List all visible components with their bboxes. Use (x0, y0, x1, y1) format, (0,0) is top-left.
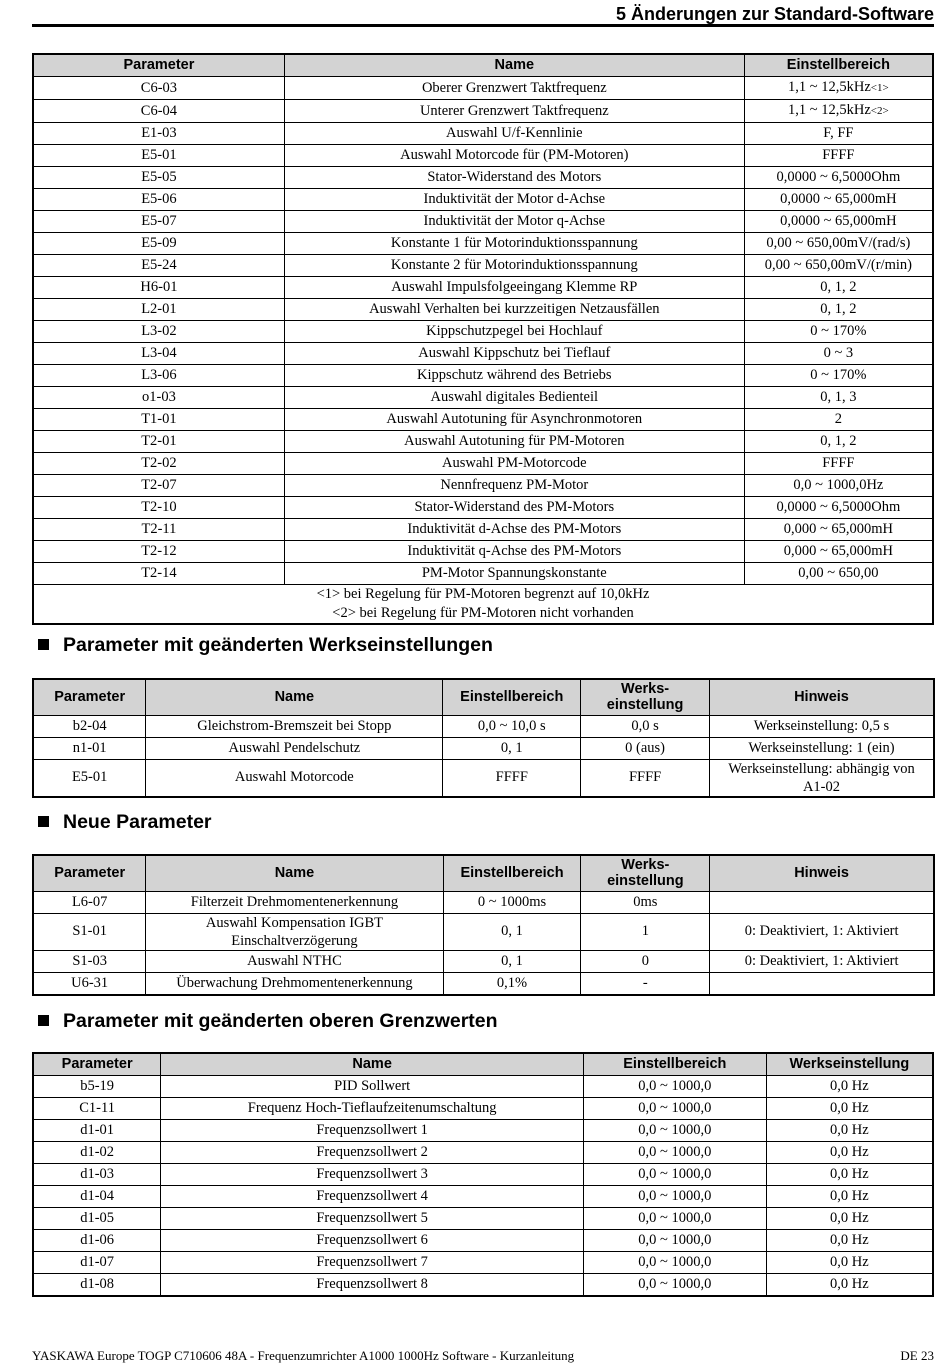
parameter-name: Induktivität der Motor d-Achse (284, 189, 744, 211)
table-row (33, 211, 933, 233)
parameter-code: E5-24 (33, 255, 284, 277)
range-value: 0,000 ~ 65,000mH (783, 543, 894, 559)
setting-range: 0, 1 (443, 950, 581, 972)
parameter-name: Frequenzsollwert 8 (161, 1274, 584, 1297)
parameter-code: L2-01 (33, 299, 284, 321)
default-value: 0,0 Hz (766, 1098, 933, 1120)
note (710, 891, 934, 913)
parameter-code: L3-02 (33, 321, 284, 343)
default-value: 0,0 Hz (766, 1208, 933, 1230)
default-value: 0,0 Hz (766, 1230, 933, 1252)
table-header-row (33, 1053, 933, 1076)
parameter-name: Frequenzsollwert 5 (161, 1208, 584, 1230)
parameter-code: d1-04 (33, 1186, 161, 1208)
setting-range (744, 189, 933, 211)
range-value: 0,000 ~ 65,000mH (783, 521, 894, 537)
table-row (33, 1098, 933, 1120)
default-value: 0,0 Hz (766, 1186, 933, 1208)
parameter-name: Auswahl Pendelschutz (146, 737, 443, 759)
setting-range (744, 409, 933, 431)
changed-defaults-table (32, 678, 935, 798)
setting-range: 0, 1 (443, 913, 581, 950)
setting-range: 0,0 ~ 1000,0 (584, 1208, 767, 1230)
default-value: 0,0 Hz (766, 1164, 933, 1186)
table-row (33, 299, 933, 321)
square-bullet-icon (38, 1015, 49, 1026)
section-title: Parameter mit geänderten oberen Grenzwerten (63, 1010, 498, 1032)
col-header-name: Name (146, 855, 443, 891)
setting-range: 0 ~ 1000ms (443, 891, 581, 913)
setting-range: 0,0 ~ 1000,0 (584, 1142, 767, 1164)
footnote-2: <2> bei Regelung für PM-Motoren nicht vorhanden (332, 605, 634, 621)
parameter-name: Stator-Widerstand des Motors (284, 167, 744, 189)
setting-range: 0, 1 (443, 737, 581, 759)
section-title: Parameter mit geänderten Werkseinstellungen (63, 634, 493, 656)
range-value: 0, 1, 2 (820, 433, 857, 449)
setting-range (744, 541, 933, 563)
table-header-row (33, 679, 934, 715)
parameter-name: Auswahl Autotuning für Asynchronmotoren (284, 409, 744, 431)
table-row (33, 737, 934, 759)
note: 0: Deaktiviert, 1: Aktiviert (710, 913, 934, 950)
note-line: A1-02 (802, 778, 841, 795)
parameter-name: PM-Motor Spannungskonstante (284, 563, 744, 585)
setting-range: 0,0 ~ 1000,0 (584, 1120, 767, 1142)
parameter-name: Kippschutzpegel bei Hochlauf (284, 321, 744, 343)
table-row (33, 145, 933, 167)
parameter-code: T2-12 (33, 541, 284, 563)
table-row (33, 475, 933, 497)
parameter-range-table (32, 53, 934, 625)
table-row (33, 1230, 933, 1252)
default-value: 0,0 Hz (766, 1120, 933, 1142)
section-heading-changed-defaults (38, 633, 493, 657)
setting-range (744, 563, 933, 585)
parameter-name: Induktivität der Motor q-Achse (284, 211, 744, 233)
default-value: 0ms (581, 891, 710, 913)
setting-range (744, 100, 933, 123)
table-row (33, 189, 933, 211)
parameter-name: Oberer Grenzwert Taktfrequenz (284, 77, 744, 100)
default-value: FFFF (581, 759, 710, 797)
parameter-code: d1-02 (33, 1142, 161, 1164)
setting-range (744, 255, 933, 277)
parameter-code: n1-01 (33, 737, 146, 759)
default-value: 0,0 Hz (766, 1274, 933, 1297)
parameter-name: Frequenzsollwert 1 (161, 1120, 584, 1142)
table-footnote-row (33, 585, 933, 625)
note (710, 972, 934, 995)
setting-range (744, 233, 933, 255)
range-value: F, FF (823, 125, 854, 141)
col-header-range: Einstellbereich (744, 54, 933, 77)
parameter-code: d1-08 (33, 1274, 161, 1297)
name-line: Filterzeit Drehmomentenerkennung (190, 893, 399, 910)
parameter-code: T2-11 (33, 519, 284, 541)
table-header-row (33, 54, 933, 77)
col-header-parameter: Parameter (33, 1053, 161, 1076)
name-line: Auswahl Kompensation IGBT (205, 914, 384, 931)
setting-range (744, 343, 933, 365)
note: 0: Deaktiviert, 1: Aktiviert (710, 950, 934, 972)
parameter-name: Auswahl Autotuning für PM-Motoren (284, 431, 744, 453)
setting-range (744, 453, 933, 475)
table-row (33, 167, 933, 189)
new-parameters-table (32, 854, 935, 996)
parameter-code: E5-01 (33, 145, 284, 167)
parameter-code: d1-06 (33, 1230, 161, 1252)
setting-range (744, 321, 933, 343)
footnote-ref: <2> (870, 105, 889, 117)
table-row (33, 913, 934, 950)
parameter-name (146, 972, 443, 995)
range-value: 0, 1, 2 (820, 279, 857, 295)
note (709, 715, 934, 737)
parameter-code: d1-01 (33, 1120, 161, 1142)
table-row (33, 277, 933, 299)
table-row (33, 255, 933, 277)
default-value: 1 (581, 913, 710, 950)
table-row (33, 100, 933, 123)
parameter-code: d1-03 (33, 1164, 161, 1186)
range-value: 0,0000 ~ 6,5000Ohm (776, 169, 901, 185)
table-row (33, 387, 933, 409)
range-value: 2 (834, 411, 842, 427)
col-header-note: Hinweis (709, 679, 934, 715)
range-value: 0,0 ~ 1000,0Hz (793, 477, 884, 493)
table-row (33, 1274, 933, 1297)
square-bullet-icon (38, 639, 49, 650)
footer-document-title: YASKAWA Europe TOGP C710606 48A - Frequenzumrichter A1000 1000Hz Software - Kurzanleitung (32, 1348, 575, 1363)
parameter-code: T2-07 (33, 475, 284, 497)
section-title: Neue Parameter (63, 811, 212, 833)
parameter-name: Frequenzsollwert 7 (161, 1252, 584, 1274)
page-header (32, 4, 934, 27)
parameter-name: Stator-Widerstand des PM-Motors (284, 497, 744, 519)
setting-range (744, 123, 933, 145)
parameter-code: T1-01 (33, 409, 284, 431)
parameter-name: Auswahl Verhalten bei kurzzeitigen Netzausfällen (284, 299, 744, 321)
col-header-name: Name (146, 679, 443, 715)
col-header-parameter: Parameter (33, 679, 146, 715)
parameter-code: d1-07 (33, 1252, 161, 1274)
parameter-code: o1-03 (33, 387, 284, 409)
col-header-parameter: Parameter (33, 855, 146, 891)
parameter-code: H6-01 (33, 277, 284, 299)
parameter-name: Frequenzsollwert 2 (161, 1142, 584, 1164)
parameter-name: Frequenzsollwert 3 (161, 1164, 584, 1186)
name-line: Einschaltverzögerung (231, 932, 358, 949)
parameter-code: E1-03 (33, 123, 284, 145)
table-row (33, 497, 933, 519)
section-heading-upper-limits (38, 1009, 498, 1033)
table-row (33, 453, 933, 475)
square-bullet-icon (38, 816, 49, 827)
footnote-1: <1> bei Regelung für PM-Motoren begrenzt auf 10,0kHz (316, 586, 650, 602)
parameter-name: Auswahl U/f-Kennlinie (284, 123, 744, 145)
setting-range (744, 387, 933, 409)
range-value: 0,00 ~ 650,00mV/(rad/s) (766, 235, 911, 251)
note (709, 737, 934, 759)
parameter-name: Auswahl digitales Bedienteil (284, 387, 744, 409)
name-line: Auswahl NTHC (247, 952, 342, 969)
parameter-code: E5-07 (33, 211, 284, 233)
range-value: 0,0000 ~ 65,000mH (780, 213, 897, 229)
table-row (33, 1076, 933, 1098)
parameter-code: C1-11 (33, 1098, 161, 1120)
parameter-code: C6-04 (33, 100, 284, 123)
table-row (33, 1164, 933, 1186)
note-line: Werkseinstellung: abhängig von (728, 760, 915, 777)
col-header-range: Einstellbereich (443, 679, 581, 715)
parameter-name: Auswahl Impulsfolgeeingang Klemme RP (284, 277, 744, 299)
table-row (33, 1142, 933, 1164)
table-row (33, 972, 934, 995)
table-row (33, 1120, 933, 1142)
range-value: 0 ~ 3 (823, 345, 854, 361)
parameter-code: C6-03 (33, 77, 284, 100)
table-row (33, 715, 934, 737)
table-row (33, 365, 933, 387)
upper-limits-table (32, 1052, 934, 1297)
table-row (33, 77, 933, 100)
parameter-name: Frequenzsollwert 4 (161, 1186, 584, 1208)
default-value: 0,0 s (581, 715, 710, 737)
setting-range: 0,0 ~ 1000,0 (584, 1252, 767, 1274)
name-line: Überwachung Drehmomentenerkennung (176, 974, 413, 991)
parameter-name (146, 913, 443, 950)
range-value: 0 ~ 170% (810, 367, 867, 383)
parameter-code: T2-14 (33, 563, 284, 585)
note-line: Werkseinstellung: 1 (ein) (748, 739, 895, 756)
chapter-title: 5 Änderungen zur Standard-Software (615, 4, 934, 24)
table-row (33, 541, 933, 563)
setting-range: 0,1% (443, 972, 581, 995)
range-value: 1,1 ~ 12,5kHz (788, 102, 871, 118)
range-value: 1,1 ~ 12,5kHz (788, 79, 871, 95)
table-row (33, 431, 933, 453)
table-row (33, 321, 933, 343)
setting-range (744, 211, 933, 233)
parameter-name: Auswahl Motorcode für (PM-Motoren) (284, 145, 744, 167)
note-line: Werkseinstellung: 0,5 s (753, 717, 890, 734)
table-row (33, 563, 933, 585)
parameter-name: Kippschutz während des Betriebs (284, 365, 744, 387)
col-header-range: Einstellbereich (584, 1053, 767, 1076)
setting-range (744, 277, 933, 299)
parameter-code: S1-03 (33, 950, 146, 972)
table-row (33, 233, 933, 255)
footnote-ref: <1> (870, 82, 889, 94)
range-value: 0,00 ~ 650,00mV/(r/min) (764, 257, 912, 273)
default-value: 0,0 Hz (766, 1142, 933, 1164)
setting-range (744, 77, 933, 100)
table-row (33, 1186, 933, 1208)
default-value: 0,0 Hz (766, 1076, 933, 1098)
range-value: 0,0000 ~ 6,5000Ohm (776, 499, 901, 515)
col-header-name: Name (161, 1053, 584, 1076)
setting-range (744, 475, 933, 497)
parameter-code: E5-01 (33, 759, 146, 797)
parameter-code: E5-09 (33, 233, 284, 255)
setting-range: 0,0 ~ 1000,0 (584, 1164, 767, 1186)
parameter-name: Nennfrequenz PM-Motor (284, 475, 744, 497)
parameter-name: Konstante 2 für Motorinduktionsspannung (284, 255, 744, 277)
setting-range (744, 299, 933, 321)
setting-range: 0,0 ~ 1000,0 (584, 1186, 767, 1208)
table-row (33, 123, 933, 145)
parameter-name: Induktivität d-Achse des PM-Motors (284, 519, 744, 541)
default-value: 0 (581, 950, 710, 972)
range-value: 0, 1, 3 (820, 389, 857, 405)
range-value: 0,00 ~ 650,00 (798, 565, 879, 581)
parameter-name: PID Sollwert (161, 1076, 584, 1098)
parameter-name: Frequenz Hoch-Tieflaufzeitenumschaltung (161, 1098, 584, 1120)
parameter-name: Frequenzsollwert 6 (161, 1230, 584, 1252)
parameter-code: T2-10 (33, 497, 284, 519)
parameter-name (146, 891, 443, 913)
table-row (33, 343, 933, 365)
setting-range: 0,0 ~ 1000,0 (584, 1076, 767, 1098)
parameter-name: Induktivität q-Achse des PM-Motors (284, 541, 744, 563)
setting-range (744, 497, 933, 519)
table-row (33, 950, 934, 972)
range-value: FFFF (822, 455, 855, 471)
setting-range: 0,0 ~ 1000,0 (584, 1098, 767, 1120)
parameter-code: T2-02 (33, 453, 284, 475)
range-value: FFFF (822, 147, 855, 163)
parameter-code: b2-04 (33, 715, 146, 737)
setting-range (744, 167, 933, 189)
default-value: 0 (aus) (581, 737, 710, 759)
parameter-name: Auswahl PM-Motorcode (284, 453, 744, 475)
section-heading-new-parameters (38, 810, 212, 834)
col-header-default: Werkseinstellung (766, 1053, 933, 1076)
table-row (33, 1252, 933, 1274)
parameter-name: Auswahl Kippschutz bei Tieflauf (284, 343, 744, 365)
setting-range: 0,0 ~ 10,0 s (443, 715, 581, 737)
col-header-parameter: Parameter (33, 54, 284, 77)
parameter-code: L3-04 (33, 343, 284, 365)
parameter-name: Gleichstrom-Bremszeit bei Stopp (146, 715, 443, 737)
table-row (33, 519, 933, 541)
parameter-name: Auswahl Motorcode (146, 759, 443, 797)
col-header-default: Werks- einstellung (581, 679, 710, 715)
note (709, 759, 934, 797)
setting-range: 0,0 ~ 1000,0 (584, 1230, 767, 1252)
col-header-range: Einstellbereich (443, 855, 581, 891)
default-value: 0,0 Hz (766, 1252, 933, 1274)
setting-range: 0,0 ~ 1000,0 (584, 1274, 767, 1297)
setting-range (744, 145, 933, 167)
col-header-default: Werks- einstellung (581, 855, 710, 891)
setting-range (744, 519, 933, 541)
parameter-code: E5-06 (33, 189, 284, 211)
parameter-code: T2-01 (33, 431, 284, 453)
range-value: 0 ~ 170% (810, 323, 867, 339)
setting-range: FFFF (443, 759, 581, 797)
table-row (33, 1208, 933, 1230)
parameter-code: b5-19 (33, 1076, 161, 1098)
parameter-code: d1-05 (33, 1208, 161, 1230)
table-row (33, 891, 934, 913)
parameter-name: Konstante 1 für Motorinduktionsspannung (284, 233, 744, 255)
range-value: 0,0000 ~ 65,000mH (780, 191, 897, 207)
col-header-note: Hinweis (710, 855, 934, 891)
parameter-code: S1-01 (33, 913, 146, 950)
page-number: DE 23 (900, 1348, 934, 1363)
range-value: 0, 1, 2 (820, 301, 857, 317)
parameter-name: Unterer Grenzwert Taktfrequenz (284, 100, 744, 123)
setting-range (744, 365, 933, 387)
default-value: - (581, 972, 710, 995)
table-row (33, 409, 933, 431)
parameter-code: L6-07 (33, 891, 146, 913)
setting-range (744, 431, 933, 453)
parameter-code: U6-31 (33, 972, 146, 995)
page-footer (32, 1348, 934, 1364)
col-header-name: Name (284, 54, 744, 77)
table-header-row (33, 855, 934, 891)
parameter-name (146, 950, 443, 972)
table-row (33, 759, 934, 797)
parameter-code: E5-05 (33, 167, 284, 189)
parameter-code: L3-06 (33, 365, 284, 387)
